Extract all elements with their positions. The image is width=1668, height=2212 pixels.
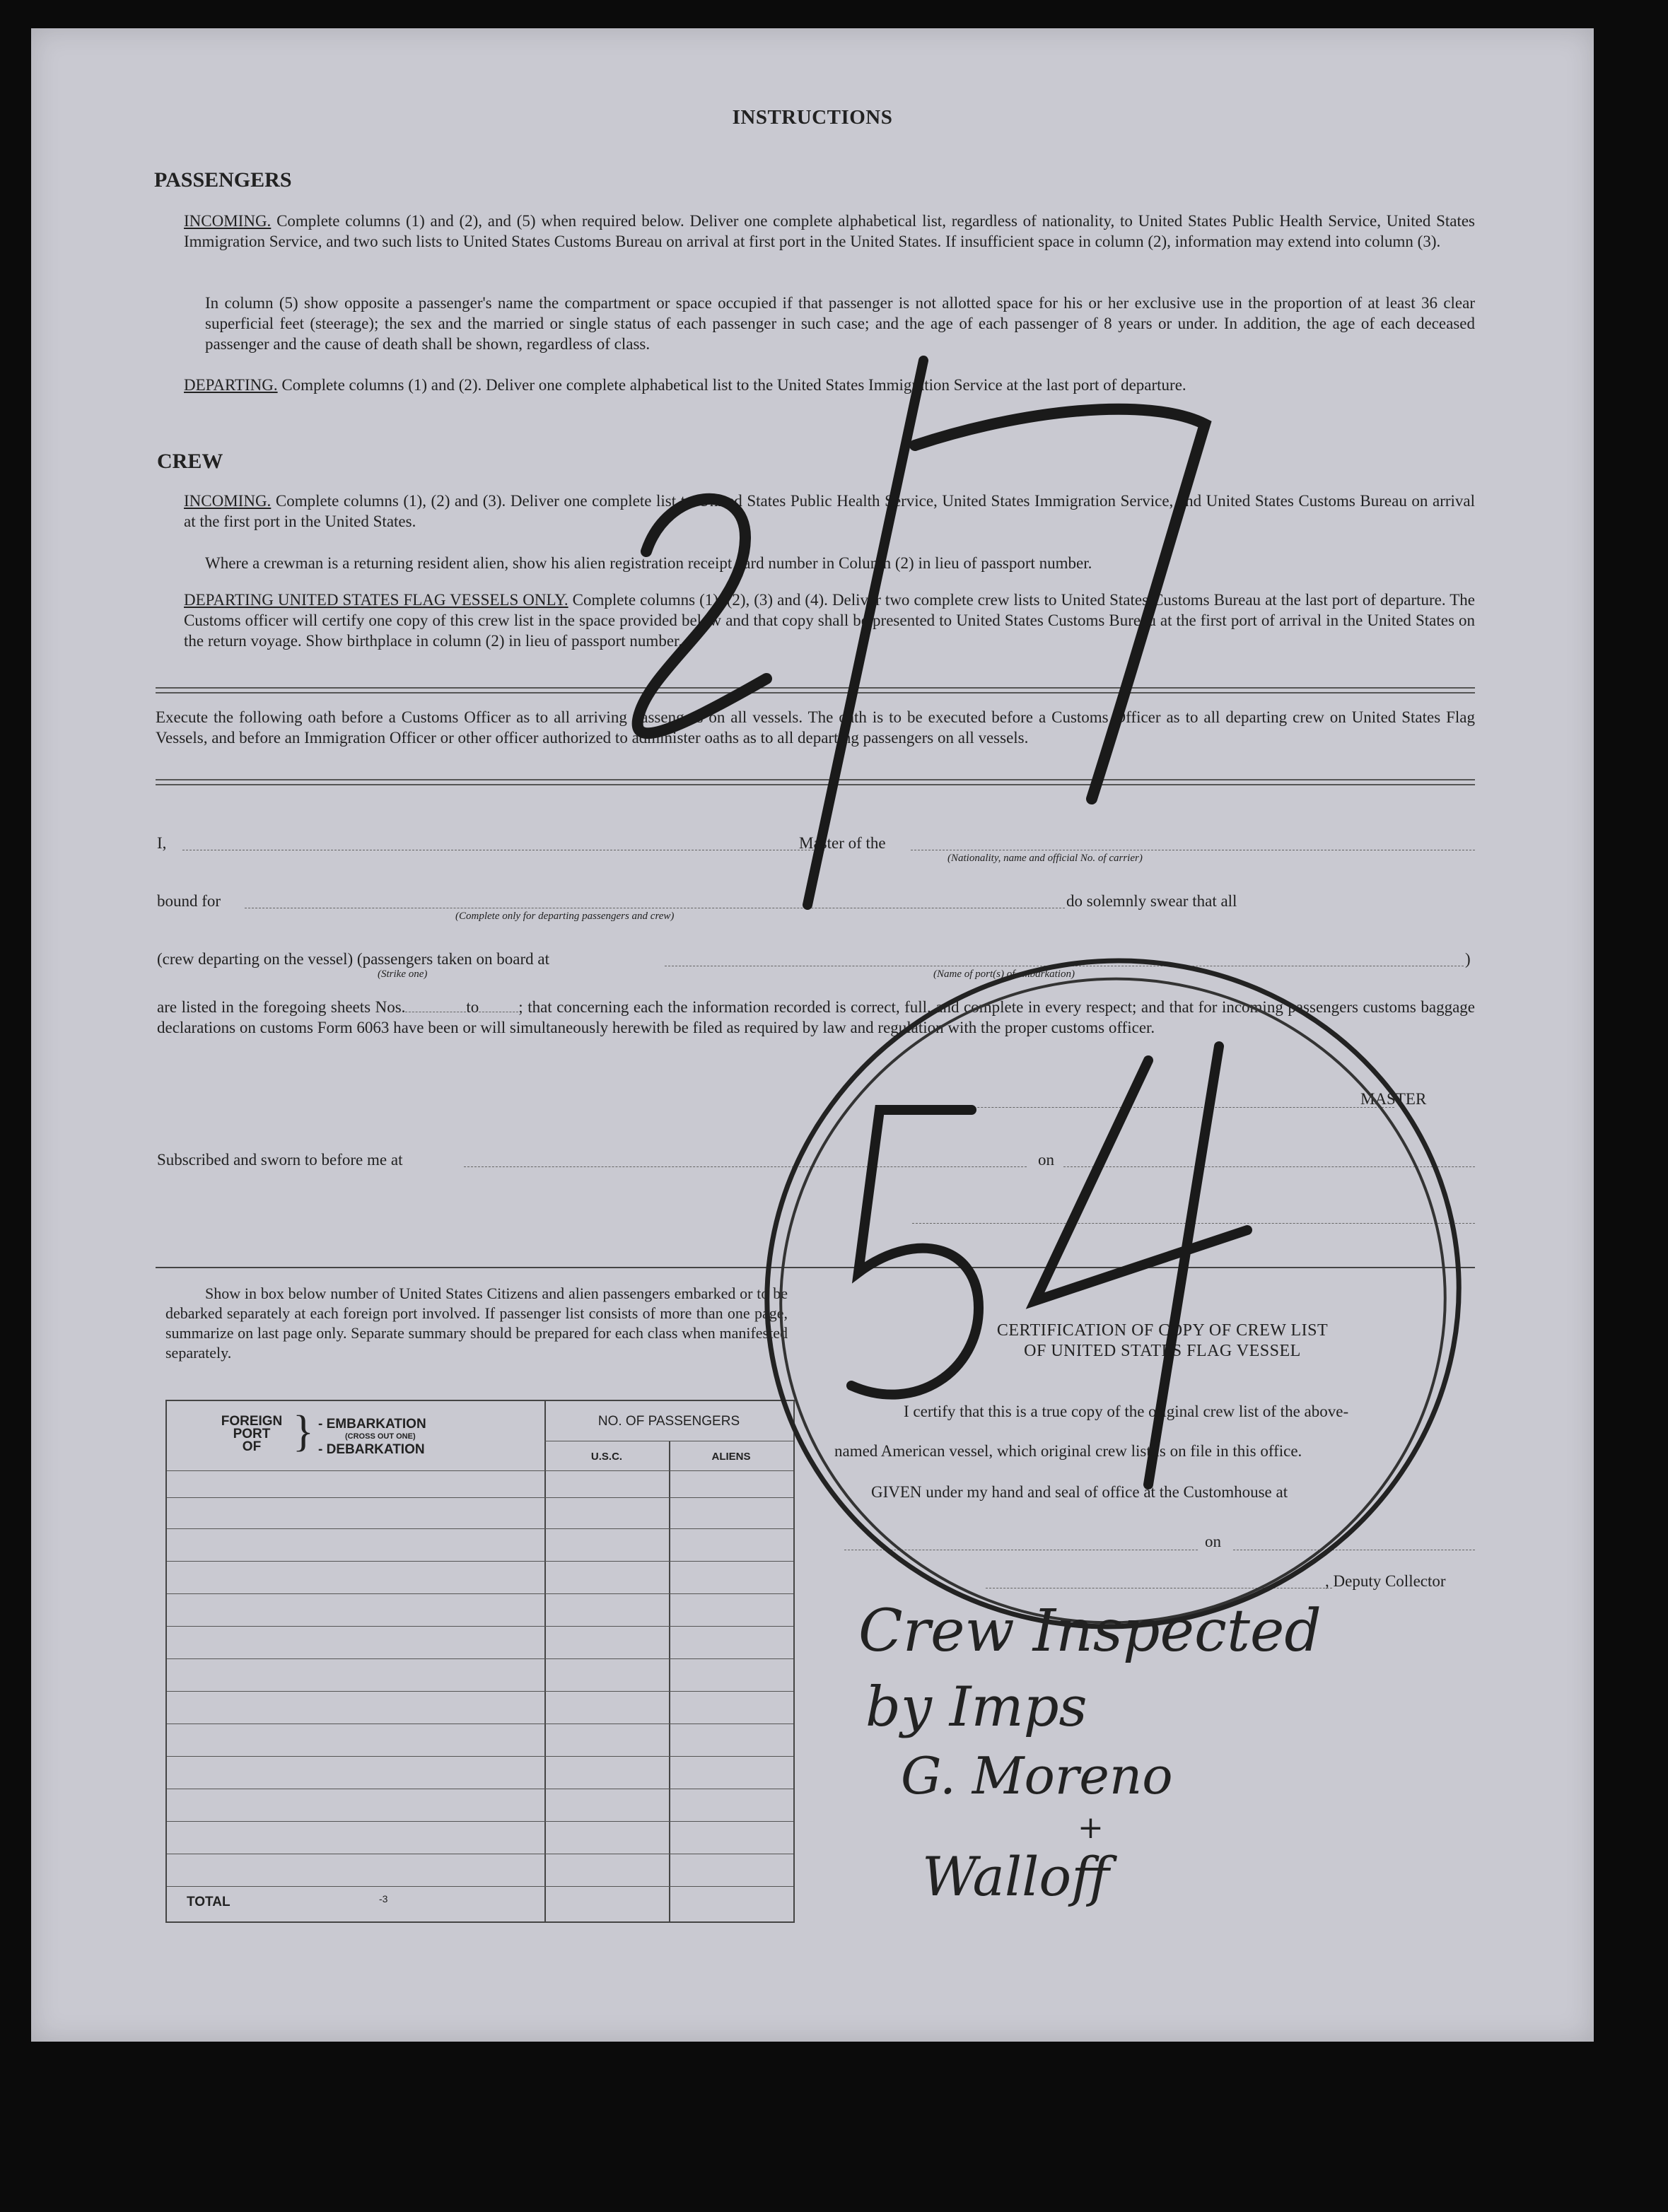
crew-crewman-text: Where a crewman is a returning resident alien, show his alien registration receipt card number in Column (2) in lieu of passport number. <box>205 554 1092 572</box>
listed-rest: that for incoming passengers customs baggage declarations on customs Form 6063 have been or will simultaneously herewith be filed as required by law and regulation with the proper customs officer. <box>157 998 1476 1036</box>
handwritten-note-line-3: G. Moreno <box>901 1746 1173 1806</box>
port-note: (Name of port(s) of embarkation) <box>933 969 1075 980</box>
handwritten-four <box>1035 1046 1247 1485</box>
of-word: OF <box>242 1439 262 1454</box>
aliens-header: ALIENS <box>711 1451 751 1463</box>
listed-to: to <box>466 998 479 1016</box>
usc-header: U.S.C. <box>590 1451 623 1463</box>
total-label: TOTAL <box>187 1895 231 1909</box>
page-title: INSTRUCTIONS <box>732 106 893 129</box>
carrier-note: (Nationality, name and official No. of carrier) <box>947 853 1143 864</box>
listed-text-1: are listed in the foregoing sheets Nos. <box>157 998 406 1016</box>
oath-intro: Execute the following oath before a Customs Officer as to all arriving passengers on all vessels. The oath is to be executed before a Customs Officer as to all departing crew on United States Flag Vessels, and before an Immigration Officer or other officer authorized to administer oaths as to all departing passengers on all vessels. <box>156 708 1475 747</box>
handwritten-note-line-2: by Imps <box>865 1675 1087 1739</box>
passengers-departing-text: Complete columns (1) and (2). Deliver one complete alphabetical list to the United States Immigration Service at the last port of departure. <box>281 376 1186 394</box>
handwritten-five <box>851 1110 979 1395</box>
crew-departing-label: DEPARTING UNITED STATES FLAG VESSELS ONLY. <box>184 591 568 609</box>
handwritten-note-line-4: + <box>1078 1810 1104 1846</box>
certification-on: on <box>1205 1533 1221 1550</box>
master-of-the-label: Master of the <box>799 834 886 852</box>
passengers-heading: PASSENGERS <box>154 168 292 192</box>
cross-out-one-note: (CROSS OUT ONE) <box>345 1432 416 1441</box>
crew-departing-label: (crew departing on the vessel) (passengers taken on board at <box>157 950 549 968</box>
handwritten-note-line-5: Walloff <box>922 1845 1110 1908</box>
bound-for-label: bound for <box>157 892 221 910</box>
sworn-on-label: on <box>1038 1151 1054 1169</box>
listed-text-2: ; that concerning each the information recorded is correct, full, and complete in every respect; and <box>518 998 1165 1016</box>
complete-only-note: (Complete only for departing passengers and crew) <box>455 911 675 922</box>
foreign-word: FOREIGN <box>221 1414 283 1429</box>
handwritten-seven <box>915 409 1205 799</box>
certification-title-line-2: OF UNITED STATES FLAG VESSEL <box>1024 1342 1301 1360</box>
port-word: PORT <box>233 1427 271 1441</box>
handwritten-two <box>638 499 766 734</box>
handwritten-note-line-1: Crew Inspected <box>858 1598 1322 1665</box>
crew-incoming-text: Complete columns (1), (2) and (3). Deliver one complete list to United States Public Health Service, United States Immigration Service, and United States Customs Bureau on arrival at the first port in the United States. <box>184 492 1475 530</box>
crew-heading: CREW <box>157 450 223 473</box>
certification-text-2: named American vessel, which original crew list is on file in this office. <box>834 1442 1302 1460</box>
master-label: MASTER <box>1360 1090 1427 1108</box>
document-sheet <box>31 28 1594 2042</box>
embarkation-label: - EMBARKATION <box>318 1417 426 1432</box>
passengers-column5-text: In column (5) show opposite a passenger's name the compartment or space occupied if that passenger is not allotted space for his or her exclusive use in the proportion of at least 36 clear superficial feet (steerage); the sex and the married or single status of each passenger in such case; and the age of each passenger of 8 years or under. In addition, the age of each deceased passenger and the cause of death shall be shown, regardless of class. <box>205 294 1475 353</box>
passengers-departing-label: DEPARTING. <box>184 376 278 394</box>
strike-one-note: (Strike one) <box>378 969 428 980</box>
summary-instructions: Show in box below number of United States Citizens and alien passengers embarked or to be debarked separately at each foreign port involved. If passenger list consists of more than one page, summarize on last page only. Separate summary should be prepared for each class when manifested separately. <box>165 1285 788 1362</box>
close-paren: ) <box>1465 950 1471 968</box>
solemnly-swear-label: do solemnly swear that all <box>1066 892 1237 910</box>
handwritten-slash <box>807 361 923 905</box>
crayon-circle <box>705 896 1521 1690</box>
crew-departing-text: Complete columns (1), (2), (3) and (4). Deliver two complete crew lists to United States Customs Bureau at the last port of departure. The Customs officer will certify one copy of this crew list in the space provided below and that copy shall be presented to United States Customs Bureau at the first port of arrival in the United States on the return voyage. Show birthplace in column (2) in lieu of passport number. <box>184 591 1476 650</box>
passengers-incoming-label: INCOMING. <box>184 212 272 230</box>
certification-text-1: I certify that this is a true copy of the original crew list of the above- <box>904 1403 1349 1420</box>
oath-i-label: I, <box>157 834 167 852</box>
passengers-incoming-text: Complete columns (1) and (2), and (5) when required below. Deliver one complete alphabetical list, regardless of nationality, to United States Public Health Service, United States Immigration Service, and two such lists to United States Customs Bureau on arrival at first port in the United States. If insufficient space in column (2), information may extend into column (3). <box>184 212 1476 250</box>
crew-incoming-label: INCOMING. <box>184 492 272 510</box>
certification-given: GIVEN under my hand and seal of office at the Customhouse at <box>871 1483 1288 1501</box>
subscribed-label: Subscribed and sworn to before me at <box>157 1151 403 1169</box>
certification-title-line-1: CERTIFICATION OF COPY OF CREW LIST <box>996 1321 1329 1340</box>
total-mark: -3 <box>379 1893 388 1904</box>
deputy-collector-label: , Deputy Collector <box>1325 1572 1446 1590</box>
crayon-circle <box>739 936 1486 1666</box>
no-of-passengers-header: NO. OF PASSENGERS <box>597 1414 740 1429</box>
debarkation-label: - DEBARKATION <box>318 1442 425 1457</box>
crayon-annotations <box>31 28 1594 2042</box>
brace-symbol: } <box>293 1408 314 1456</box>
